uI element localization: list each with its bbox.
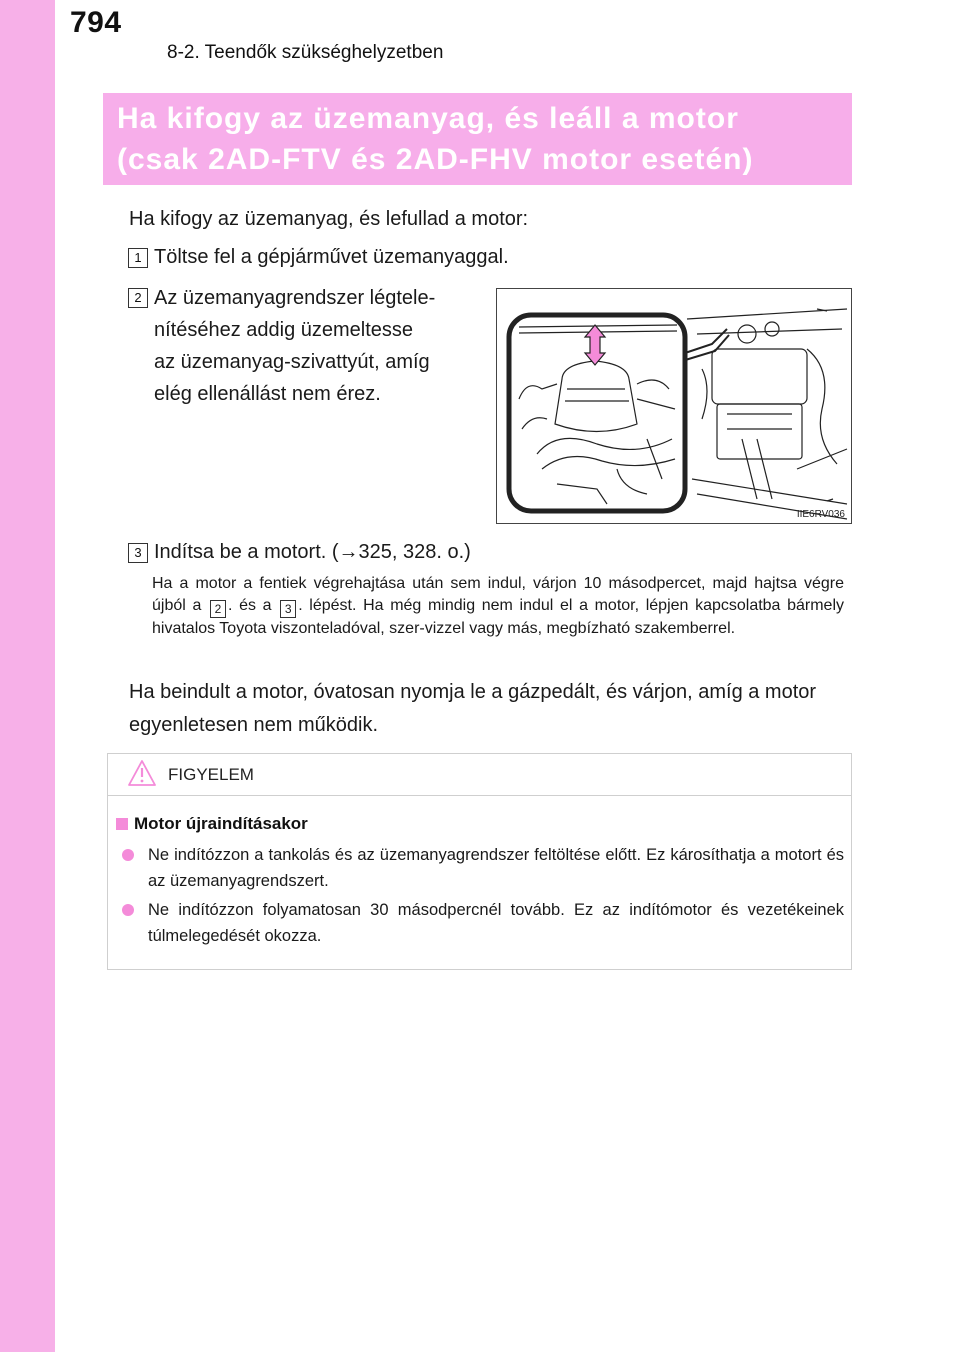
step-1-line: Töltse fel a gépjárművet üzemanyaggal.: [154, 246, 509, 268]
title-line-2: (csak 2AD-FTV és 2AD-FHV motor esetén): [117, 143, 754, 176]
section-header: 8-2. Teendők szükséghelyzetben: [167, 42, 444, 63]
step-3-number: 3: [128, 543, 148, 563]
warning-subheading-text: Motor újraindításakor: [134, 814, 308, 833]
step-2-line: Az üzemanyagrendszer légtele-: [154, 287, 436, 309]
page-number: 794: [70, 6, 122, 39]
warning-bullet-text: Ne indítózzon folyamatosan 30 másodpercnél tovább. Ez az indítómotor és vezetékeinek túlmelegedését okozza.: [148, 901, 844, 945]
warning-header: [108, 754, 851, 796]
step-1-number: 1: [128, 248, 148, 268]
step-2-line: nítéséhez addig üzemeltesse: [154, 319, 414, 341]
step-ref-3: 3: [280, 600, 296, 618]
step-3-text: [154, 537, 471, 567]
step-2-number: 2: [128, 288, 148, 308]
bullet-dot-icon: [122, 904, 134, 916]
left-margin-band: [0, 0, 55, 1352]
restart-paragraph: Ha beindult a motor, óvatosan nyomja le a gázpedált, és várjon, amíg a motor egyenletesen nem működik.: [129, 681, 817, 736]
bullet-dot-icon: [122, 849, 134, 861]
note-part-3: . lépést. Ha még mindig nem indul el a motor, lépjen kapcsolatba bármely hivatalos Toyota viszonteladóval, szer-vizzel vagy más, megbízható szakemberrel.: [152, 597, 845, 637]
step-2-line: elég ellenállást nem érez.: [154, 383, 381, 405]
note-text: [152, 573, 844, 640]
engine-bay-illustration: [496, 288, 852, 524]
warning-title: FIGYELEM: [168, 765, 254, 784]
note-part-2: . és a: [228, 597, 272, 614]
engine-bay-fuel-pump-illustration-icon: [497, 289, 851, 523]
warning-bullet-text: Ne indítózzon a tankolás és az üzemanyagrendszer feltöltése előtt. Ez károsíthatja a motort és az üzemanyagrendszert.: [148, 846, 844, 890]
note-part-1: Ha a motor a fentiek végrehajtása után sem indul, várjon 10 másodpercet, majd hajtsa végre újból a: [152, 575, 844, 614]
illustration-code: IIE6RV036: [796, 509, 845, 520]
warning-triangle-icon: [127, 759, 157, 787]
title-banner: [103, 93, 852, 185]
title-line-1: Ha kifogy az üzemanyag, és leáll a motor: [117, 102, 739, 135]
step-1-text: [154, 242, 509, 272]
step-ref-2: 2: [210, 600, 226, 618]
step-2-text: [154, 282, 435, 410]
intro-text: Ha kifogy az üzemanyag, és lefullad a motor:: [129, 208, 529, 230]
step-3-line: Indítsa be a motort. (→325, 328. o.): [154, 541, 471, 563]
warning-box: [107, 753, 852, 970]
step-2-line: az üzemanyag-szivattyút, amíg: [154, 351, 430, 373]
warning-bullet: [122, 897, 844, 949]
square-bullet-icon: [116, 818, 128, 830]
warning-subheading: [116, 814, 308, 834]
warning-bullet: [122, 842, 844, 894]
